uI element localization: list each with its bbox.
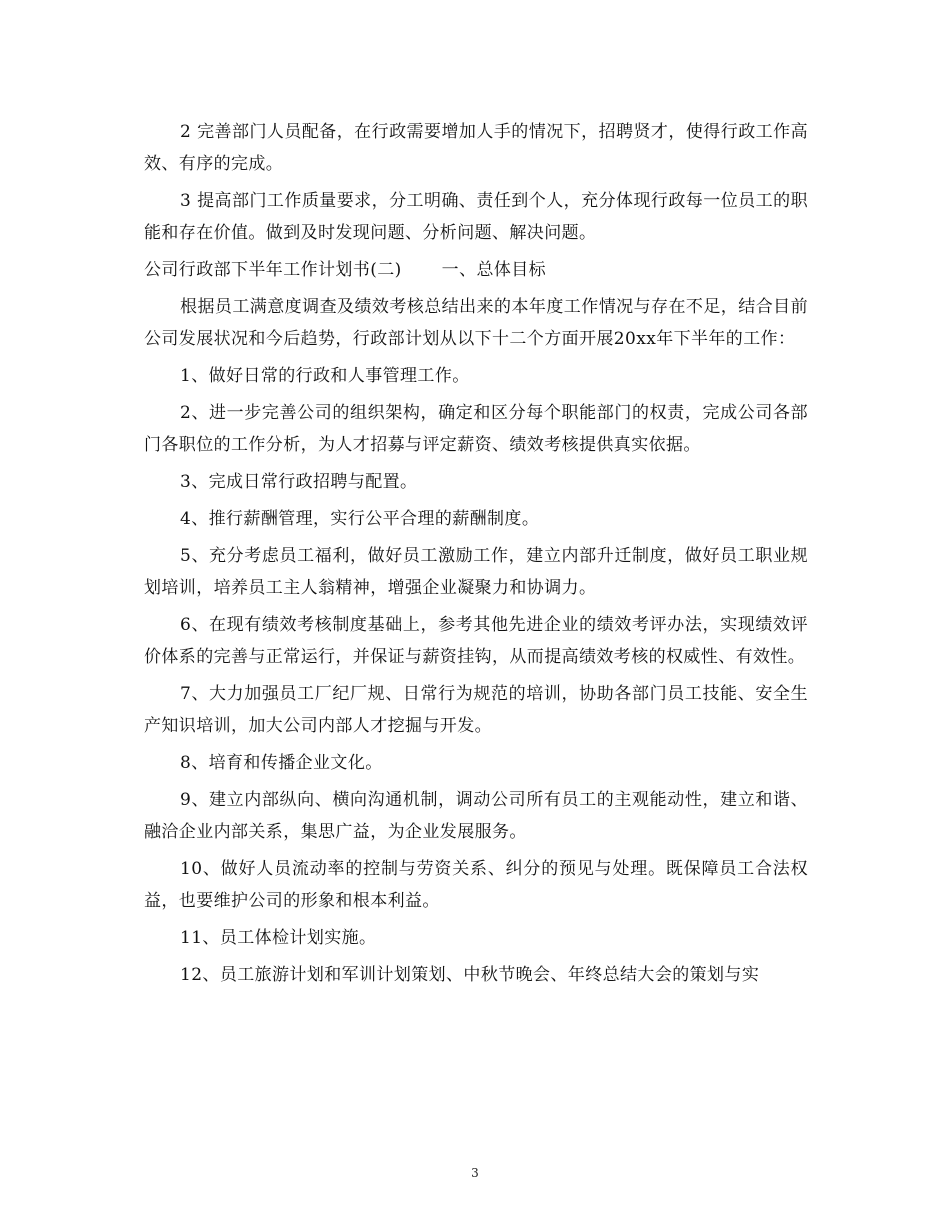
paragraph-quality: 3 提高部门工作质量要求，分工明确、责任到个人，充分体现行政每一位员工的职能和存在价值。做到及时发现问题、分析问题、解决问题。 <box>144 191 808 243</box>
intro-paragraph: 根据员工满意度调查及绩效考核总结出来的本年度工作情况与存在不足，结合目前公司发展状况和今后趋势，行政部计划从以下十二个方面开展20xx年下半年的工作： <box>144 297 808 349</box>
list-item: 8、培育和传播企业文化。 <box>180 753 383 773</box>
list-item: 1、做好日常的行政和人事管理工作。 <box>180 366 470 386</box>
list-item: 2、进一步完善公司的组织架构，确定和区分每个职能部门的权责，完成公司各部门各职位的工作分析，为人才招募与评定薪资、绩效考核提供真实依据。 <box>144 403 808 455</box>
list-item: 4、推行薪酬管理，实行公平合理的薪酬制度。 <box>180 509 540 529</box>
document-body <box>144 116 808 996</box>
list-item: 10、做好人员流动率的控制与劳资关系、纠分的预见与处理。既保障员工合法权益，也要维护公司的形象和根本利益。 <box>144 859 808 911</box>
section-title: 公司行政部下半年工作计划书(二) <box>144 260 402 280</box>
list-item: 3、完成日常行政招聘与配置。 <box>180 472 418 492</box>
paragraph-staffing: 2 完善部门人员配备，在行政需要增加人手的情况下，招聘贤才，使得行政工作高效、有序的完成。 <box>144 122 808 174</box>
list-item: 7、大力加强员工厂纪厂规、日常行为规范的培训，协助各部门员工技能、安全生产知识培训，加大公司内部人才挖掘与开发。 <box>144 684 808 736</box>
list-item: 6、在现有绩效考核制度基础上，参考其他先进企业的绩效考评办法，实现绩效评价体系的完善与正常运行，并保证与薪资挂钩，从而提高绩效考核的权威性、有效性。 <box>144 615 808 667</box>
section-heading <box>144 254 808 286</box>
list-item: 11、员工体检计划实施。 <box>180 928 377 948</box>
list-item: 9、建立内部纵向、横向沟通机制，调动公司所有员工的主观能动性，建立和谐、融洽企业内部关系，集思广益，为企业发展服务。 <box>144 790 808 842</box>
page-number: 3 <box>471 1166 479 1180</box>
list-item: 12、员工旅游计划和军训计划策划、中秋节晚会、年终总结大会的策划与实 <box>180 965 760 985</box>
section-subtitle: 一、总体目标 <box>441 260 547 280</box>
list-item: 5、充分考虑员工福利，做好员工激励工作，建立内部升迁制度，做好员工职业规划培训，培养员工主人翁精神，增强企业凝聚力和协调力。 <box>144 546 808 598</box>
